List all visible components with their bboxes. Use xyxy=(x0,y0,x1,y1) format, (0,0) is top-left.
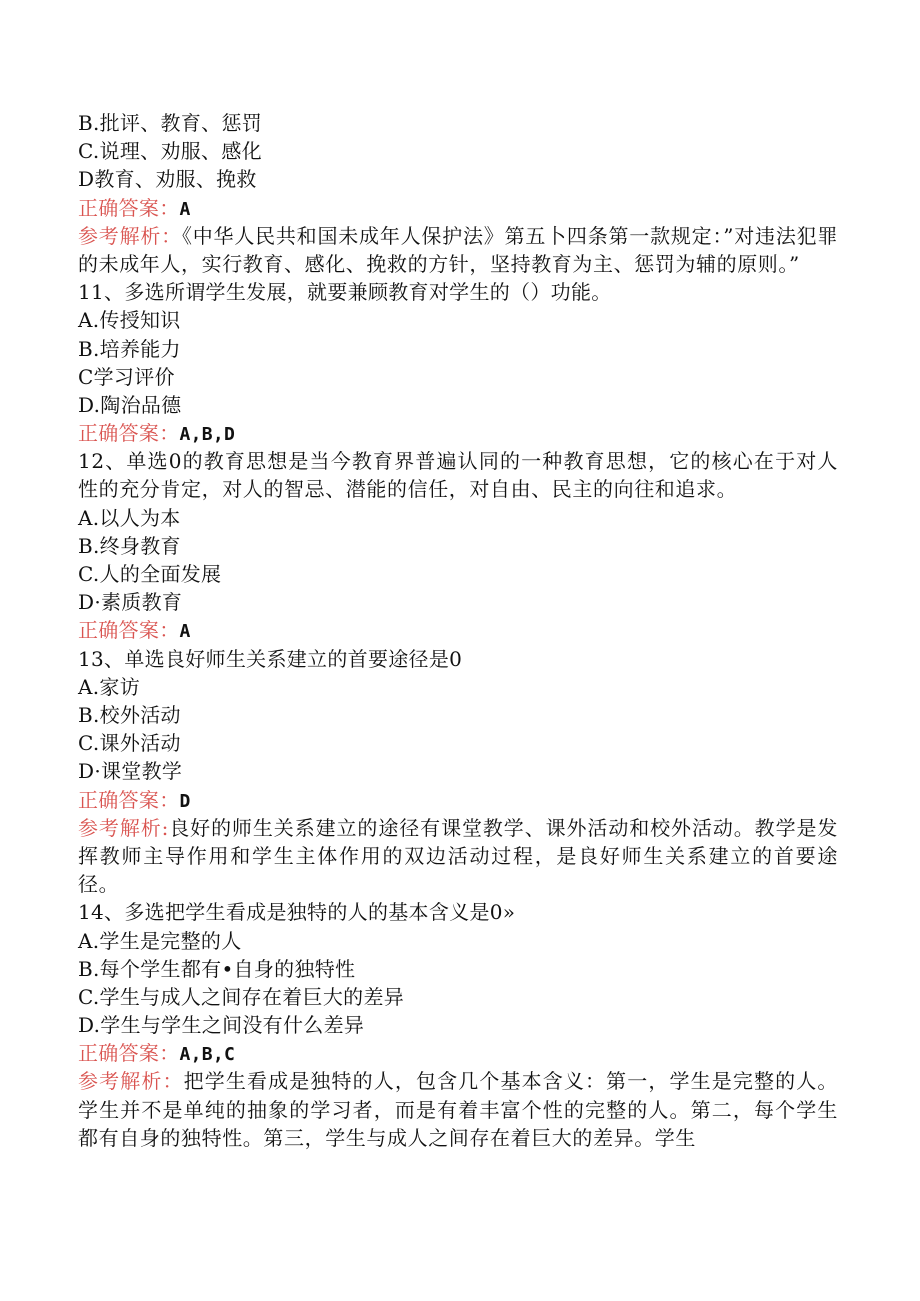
option-line: D.陶治品德 xyxy=(78,392,182,417)
analysis-text: 把学生看成是独特的人，包含几个基本含义：第一，学生是完整的人。学生并不是单纯的抽象的学习者，而是有着丰富个性的完整的人。第二，每个学生都有自身的独特性。第三，学生与成人之间存在着巨大的差异。学生 xyxy=(78,1069,839,1150)
question-paragraph: 12、单选0的教育思想是当今教育界普遍认同的一种教育思想，它的核心在于对人性的充分肯定，对人的智忌、潜能的信任，对自由、民主的向往和追求。 xyxy=(78,449,838,502)
option-line: C学习评价 xyxy=(78,364,175,389)
answer-value: A xyxy=(179,198,191,220)
analysis-label: 参考解析： xyxy=(78,223,182,248)
option-line: B.终身教育 xyxy=(78,533,181,558)
answer-value: A,B,D xyxy=(179,424,236,446)
analysis-label: 参考解析： xyxy=(78,1069,184,1094)
option-line: D.学生与学生之间没有什么差异 xyxy=(78,1013,365,1038)
document-page xyxy=(78,109,838,1152)
answer-value: D xyxy=(179,790,191,812)
option-line: A.学生是完整的人 xyxy=(78,928,242,953)
analysis-label: 参考解析: xyxy=(78,815,169,840)
answer-line xyxy=(78,419,838,447)
option-line: B.每个学生都有•自身的独特性 xyxy=(78,956,356,981)
analysis-paragraph xyxy=(78,1067,838,1152)
answer-label: 正确答案： xyxy=(78,1041,180,1066)
option-line: D教育、劝服、挽救 xyxy=(78,167,257,192)
analysis-text: 《中华人民共和国未成年人保护法》第五卜四条第一款规定：”对违法犯罪的未成年人，实行教育、感化、挽救的方针，坚持教育为主、惩罚为辅的原则。” xyxy=(78,223,839,276)
option-line: C.学生与成人之间存在着巨大的差异 xyxy=(78,984,405,1009)
option-line: C.人的全面发展 xyxy=(78,562,222,587)
answer-line xyxy=(78,194,838,222)
answer-value: A,B,C xyxy=(179,1044,236,1066)
option-line: C.课外活动 xyxy=(78,731,181,756)
question-line: 14、多选把学生看成是独特的人的基本含义是0» xyxy=(78,900,516,925)
analysis-paragraph xyxy=(78,814,838,899)
analysis-text: 良好的师生关系建立的途径有课堂教学、课外活动和校外活动。教学是发挥教师主导作用和学生主体作用的双边活动过程，是良好师生关系建立的首要途径。 xyxy=(78,815,838,897)
answer-line xyxy=(78,616,838,644)
option-line: A.传授知识 xyxy=(78,308,181,333)
option-line: D·素质教育 xyxy=(78,590,183,615)
question-line: 13、单选良好师生关系建立的首要途径是0 xyxy=(78,646,463,671)
option-line: A.家访 xyxy=(78,674,141,699)
option-line: A.以人为本 xyxy=(78,505,181,530)
answer-line xyxy=(78,786,838,814)
option-line: B.批评、教育、惩罚 xyxy=(78,111,263,135)
option-line: B.培养能力 xyxy=(78,336,181,361)
answer-line xyxy=(78,1039,838,1067)
option-line: C.说理、劝服、感化 xyxy=(78,139,262,164)
answer-value: A xyxy=(179,621,191,643)
answer-label: 正确答案： xyxy=(78,421,180,446)
answer-label: 正确答案： xyxy=(78,195,180,220)
answer-label: 正确答案： xyxy=(78,787,180,812)
option-line: D·课堂教学 xyxy=(78,759,183,784)
analysis-paragraph xyxy=(78,222,838,278)
option-line: B.校外活动 xyxy=(78,703,181,727)
question-line: 11、多选所谓学生发展，就要兼顾教育对学生的（）功能。 xyxy=(78,280,612,305)
answer-label: 正确答案： xyxy=(78,618,180,643)
